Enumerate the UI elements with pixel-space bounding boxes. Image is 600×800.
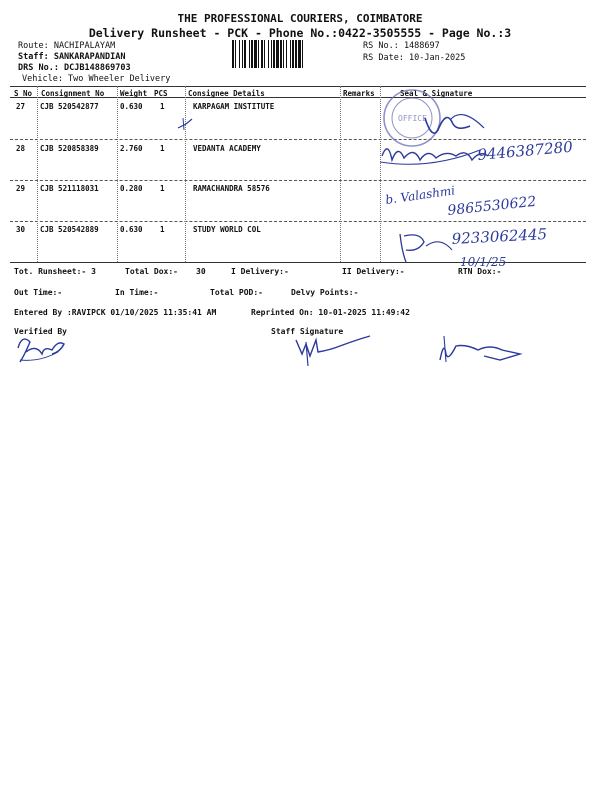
handwritten-phone: 9233062445 — [451, 225, 548, 248]
row-weight: 0.630 — [120, 225, 143, 234]
total-runsheet: Tot. Runsheet:- 3 — [14, 267, 96, 276]
verified-by-label: Verified By — [14, 327, 67, 336]
row-pcs: 1 — [160, 144, 165, 153]
row-sno: 30 — [16, 225, 26, 234]
row-weight: 2.760 — [120, 144, 143, 153]
tick-mark — [183, 118, 184, 130]
row-sno: 29 — [16, 184, 26, 193]
signature — [440, 346, 520, 361]
row-sno: 28 — [16, 144, 26, 153]
col-header-consignee: Consignee Details — [188, 89, 265, 98]
company-title: THE PROFESSIONAL COURIERS, COIMBATORE — [177, 12, 423, 25]
rs-date: RS Date: 10-Jan-2025 — [363, 53, 466, 63]
handwritten-phone: 9446387280 — [476, 137, 574, 164]
signature — [380, 150, 480, 164]
handwritten-name: b. Valashmi — [384, 183, 456, 207]
staff-signature-label: Staff Signature — [271, 327, 344, 336]
row-sno: 27 — [16, 102, 26, 111]
row-pcs: 1 — [160, 184, 165, 193]
handwritten-date: 10/1/25 — [460, 255, 507, 269]
signature — [400, 234, 424, 262]
row-consignee: RAMACHANDRA 58576 — [193, 184, 270, 193]
col-header-seal-signature: Seal & Signature — [400, 89, 473, 98]
row-pcs: 1 — [160, 102, 165, 111]
vehicle-text: Vehicle: Two Wheeler Delivery — [22, 74, 171, 84]
col-header-consignment: Consignment No — [41, 89, 105, 98]
row-consignment: CJB 521118031 — [40, 184, 99, 193]
stamp-text: OFFICE — [398, 114, 427, 123]
row-weight: 0.630 — [120, 102, 143, 111]
tick-mark — [178, 119, 192, 128]
row-consignment: CJB 520542889 — [40, 225, 99, 234]
runsheet-subtitle: Delivery Runsheet - PCK - Phone No.:0422-3505555 - Page No.:3 — [88, 26, 512, 40]
in-time-label: In Time:- — [115, 288, 159, 297]
rs-number: RS No.: 1488697 — [363, 41, 440, 51]
row-consignment: CJB 520858389 — [40, 144, 99, 153]
rtn-dox-label: RTN Dox:- — [458, 267, 502, 276]
total-pod-label: Total POD:- — [210, 288, 263, 297]
i-delivery-label: I Delivery:- — [231, 267, 289, 276]
row-weight: 0.280 — [120, 184, 143, 193]
route-text: Route: NACHIPALAYAM — [18, 41, 116, 51]
entered-by: Entered By :RAVIPCK 01/10/2025 11:35:41 AM — [14, 308, 217, 317]
total-dox-label: Total Dox:- — [125, 267, 178, 276]
signature — [382, 149, 488, 160]
staff-text: Staff: SANKARAPANDIAN — [18, 52, 126, 62]
col-header-weight: Weight — [120, 89, 148, 98]
drs-number: DRS No.: DCJB148869703 — [18, 63, 131, 73]
delvy-points-label: Delvy Points:- — [291, 288, 359, 297]
col-header-sno: S No — [14, 89, 33, 98]
reprinted-on: Reprinted On: 10-01-2025 11:49:42 — [251, 308, 410, 317]
row-consignee: STUDY WORLD COL — [193, 225, 261, 234]
handwritten-phone: 9865530622 — [446, 193, 538, 219]
row-consignee: VEDANTA ACADEMY — [193, 144, 261, 153]
signature — [426, 242, 452, 250]
row-consignee: KARPAGAM INSTITUTE — [193, 102, 275, 111]
out-time-label: Out Time:- — [14, 288, 63, 297]
row-consignment: CJB 520542877 — [40, 102, 99, 111]
ii-delivery-label: II Delivery:- — [342, 267, 405, 276]
total-dox-value: 30 — [196, 267, 206, 276]
row-pcs: 1 — [160, 225, 165, 234]
col-header-remarks: Remarks — [343, 89, 375, 98]
col-header-pcs: PCS — [154, 89, 168, 98]
office-stamp — [384, 90, 440, 146]
